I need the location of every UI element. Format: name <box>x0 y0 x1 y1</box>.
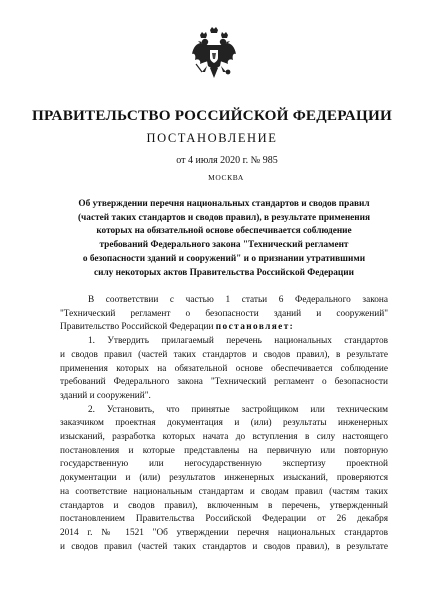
text-line: 2. Установить, что принятые застройщиком или техническим <box>88 404 388 415</box>
text-line: постановления и которые представлены на первичную или повторную <box>60 445 388 456</box>
text-line: "Технический регламент о безопасности зданий и сооружений" <box>60 308 388 319</box>
document-city: МОСКВА <box>208 173 244 182</box>
text-line: 1. Утвердить прилагаемый перечень национальных стандартов <box>88 336 388 347</box>
document-date-number: от 4 июля 2020 г. № 985 <box>176 155 278 166</box>
document-type: ПОСТАНОВЛЕНИЕ <box>146 131 278 145</box>
text-line: В соответствии с частью 1 статьи 6 Федерального закона <box>88 295 388 305</box>
text-line: и сводов правил (частей таких стандартов и сводов правил), в результате <box>60 349 388 360</box>
text-line: документации и (или) результатов инженерных изысканий, проверяются <box>60 473 388 484</box>
text-line: требований Федерального закона "Технический регламент о безопасности <box>60 377 388 388</box>
subject-line: силу некоторых актов Правительства Российской Федерации <box>93 267 355 278</box>
subject-line: о безопасности зданий и сооружений" и о признании утратившими <box>82 253 366 264</box>
preamble-text: Правительство Российской Федерации <box>60 322 214 333</box>
subject-line: (частей таких стандартов и сводов правил), в результате применения <box>77 212 371 223</box>
text-line: изысканий, разработка которых начата до вступления в силу настоящего <box>60 432 388 443</box>
document-subject <box>60 198 388 280</box>
text-line: заказчиком проектная документация и (или) результаты инженерных <box>60 418 388 429</box>
double-headed-eagle-emblem-icon <box>190 26 238 84</box>
text-line: государственную или негосударственную экспертизу проектной <box>60 459 388 470</box>
text-line: 2014 г. № 1521 "Об утверждении перечня национальных стандартов <box>60 527 388 538</box>
text-line: применения которых на обязательной основе обеспечивается соблюдение <box>60 363 388 374</box>
text-line: зданий и сооружений". <box>60 390 151 401</box>
preamble-paragraph <box>60 294 388 335</box>
subject-line: которых на обязательной основе обеспечивается соблюдение <box>96 226 352 237</box>
item-2-paragraph <box>60 404 388 555</box>
subject-line: Об утверждении перечня национальных стандартов и сводов правил <box>78 199 370 209</box>
decree-keyword: постановляет: <box>215 322 295 333</box>
item-1-paragraph <box>60 335 388 404</box>
text-line <box>60 321 388 335</box>
text-line: постановлением Правительства Российской Федерации от 26 декабря <box>60 514 388 525</box>
document-body <box>60 294 388 554</box>
subject-line: требований Федерального закона "Технический регламент <box>99 240 349 251</box>
text-line: и сводов правил (частей таких стандартов и сводов правил), в результате <box>60 541 388 552</box>
text-line: на соответствие национальным стандартам и сводам правил (частям таких <box>60 486 388 497</box>
government-title: ПРАВИТЕЛЬСТВО РОССИЙСКОЙ ФЕДЕРАЦИИ <box>31 107 392 124</box>
text-line: стандартов и сводов правил), включенным в перечень, утвержденный <box>60 500 388 511</box>
